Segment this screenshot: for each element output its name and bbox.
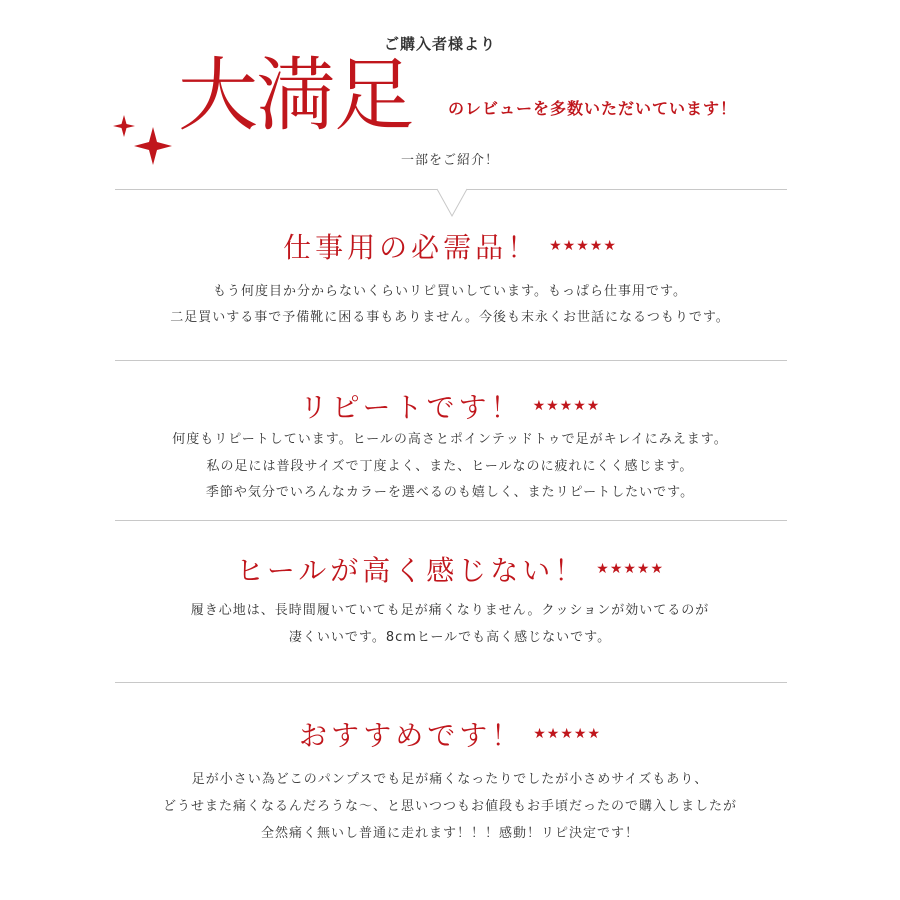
- divider: [115, 682, 787, 683]
- review-heading: [0, 226, 900, 266]
- star-rating: ★★★★★: [533, 726, 602, 742]
- review-line: 凄くいいです。8cmヒールでも高く感じないです。: [288, 630, 612, 645]
- intro-text: 一部をご紹介！: [400, 153, 499, 168]
- review-line: どうせまた痛くなるんだろうな～、と思いつつもお値段もお手頃だったので購入しましたが: [162, 799, 737, 814]
- review-line: 私の足には普段サイズで丁度よく、また、ヒールなのに疲れにくく感じます。: [206, 459, 694, 474]
- divider: [115, 360, 787, 361]
- divider: [115, 520, 787, 521]
- review-title: おすすめです！: [298, 719, 524, 752]
- star-rating: ★★★★★: [596, 561, 665, 577]
- review-line: 季節や気分でいろんなカラーを選べるのも嬉しく、またリピートしたいです。: [205, 485, 695, 500]
- review-title: リピートです！: [299, 391, 523, 424]
- big-headline: 大満足: [178, 49, 412, 142]
- review-line: 二足買いする事で予備靴に困る事もありません。今後も末永くお世話になるつもりです。: [170, 310, 730, 325]
- review-heading: [0, 386, 900, 426]
- review-heading: [0, 549, 900, 589]
- review-title: 仕事用の必需品！: [283, 231, 540, 264]
- review-line: 何度もリピートしています。ヒールの高さとポインテッドトゥで足がキレイにみえます。: [172, 432, 728, 447]
- review-line: もう何度目か分からないくらいリピ買いしています。もっぱら仕事用です。: [213, 284, 687, 299]
- review-title: ヒールが高く感じない！: [235, 554, 587, 587]
- star-rating: ★★★★★: [532, 398, 601, 414]
- star-rating: ★★★★★: [549, 238, 617, 254]
- review-line: 足が小さい為どこのパンプスでも足が痛くなったりでしたが小さめサイズもあり、: [191, 772, 709, 787]
- divider-notch: [437, 188, 467, 218]
- review-line: 履き心地は、長時間履いていても足が痛くなりません。クッションが効いてるのが: [190, 603, 710, 618]
- eyebrow-text: ご購入者様より: [383, 35, 496, 53]
- headline-subtext: のレビューを多数いただいています！: [448, 99, 738, 118]
- review-line: 全然痛く無いし普通に走れます！！！感動！リピ決定です！: [260, 826, 639, 841]
- review-heading: [0, 714, 900, 754]
